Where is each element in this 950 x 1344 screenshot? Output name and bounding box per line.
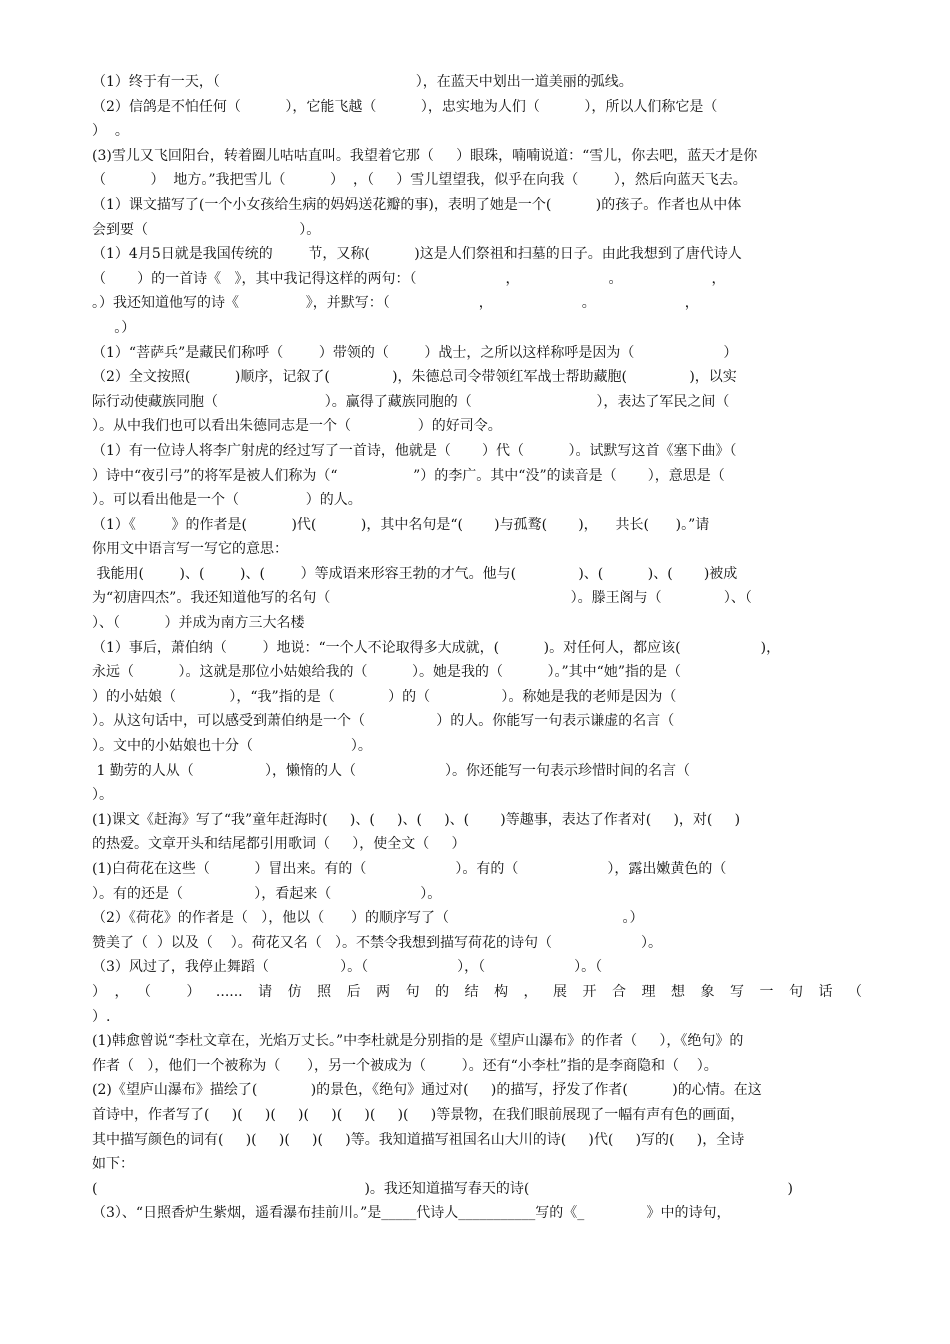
text-line: （1）有一位诗人将李广射虎的经过写了一首诗，他就是（ ）代（ ）。试默写这首《塞下曲》（ xyxy=(92,442,737,459)
text-line: （ ）的一首诗《 》，其中我记得这样的两句：（ ， 。 ， xyxy=(92,270,726,287)
text-line: ）. xyxy=(92,1008,111,1025)
text-line: ）。从这句话中，可以感受到萧伯纳是一个（ ）的人。你能写一句表示谦虚的名言（ xyxy=(92,713,675,730)
text-line: ）。 xyxy=(92,787,113,804)
text-line: ）。可以看出他是一个（ ）的人。 xyxy=(92,492,362,509)
text-line: ）、（ ）并成为南方三大名楼 xyxy=(92,615,305,632)
text-line: ）。文中的小姑娘也十分（ ）。 xyxy=(92,738,372,755)
worksheet-page xyxy=(92,70,862,1226)
text-line: （1）“菩萨兵”是藏民们称呼（ ）带领的（ ）战士，之所以这样称呼是因为（ ） xyxy=(92,344,738,361)
text-line: （3）、“日照香炉生紫烟，遥看瀑布挂前川。”是_____代诗人___________写的《_ 》中的诗句， xyxy=(92,1205,731,1222)
text-line: ）。从中我们也可以看出朱德同志是一个（ ）的好司令。 xyxy=(92,418,502,435)
text-line: (2)《望庐山瀑布》描绘了( )的景色，《绝句》通过对( )的描写，抒发了作者( )的心情。在这 xyxy=(92,1082,762,1099)
text-line: （3）风过了，我停止舞蹈（ ）。（ ），（ ）。（ xyxy=(92,959,603,976)
text-line: 为“初唐四杰”。我还知道他写的名句（ ）。滕王阁与（ ）、（ xyxy=(92,590,752,607)
text-line: 我能用( )、( )、( ）等成语来形容王勃的才气。他与( )、( )、( )被成 xyxy=(92,565,738,582)
text-line: 会到要（ ）。 xyxy=(92,221,321,238)
text-line: （1）终于有一天，（ ），在蓝天中划出一道美丽的弧线。 xyxy=(92,74,633,90)
text-line: ）的小姑娘（ ），“我”指的是（ ）的（ ）。称她是我的老师是因为（ xyxy=(92,688,677,705)
text-line: ）。有的还是（ ），看起来（ ）。 xyxy=(92,885,442,902)
text-line: (3)雪儿又飞回阳台，转着圈儿咕咕直叫。我望着它那（ ）眼珠，喃喃说道：“雪儿，你去吧，蓝天才是你 xyxy=(92,147,758,164)
text-line: （2）全文按照( )顺序，记叙了( )，朱德总司令带领红军战士帮助藏胞( )，以实 xyxy=(92,369,737,386)
text-line: 首诗中，作者写了( )( )( )( )( )( )( )等景物，在我们眼前展现了一幅有声有色的画面， xyxy=(92,1106,745,1123)
text-line: （1）课文描写了(一个小女孩给生病的妈妈送花瓣的事)，表明了她是一个( )的孩子。作者也从中体 xyxy=(92,196,742,213)
text-line: ( )。我还知道描写春天的诗( ) xyxy=(92,1180,793,1197)
text-line: (1)白荷花在这些（ ）冒出来。有的（ ）。有的（ ），露出嫩黄色的（ xyxy=(92,861,727,877)
text-line: （2）信鸽是不怕任何（ ），它能飞越（ ），忠实地为人们（ ），所以人们称它是（ xyxy=(92,98,718,115)
text-line: 如下： xyxy=(92,1156,134,1173)
text-line: (1)韩愈曾说“李杜文章在，光焰万丈长。”中李杜就是分别指的是《望庐山瀑布》的作者（ ），《绝句》的 xyxy=(92,1033,744,1050)
text-line: ） 。 xyxy=(92,123,129,140)
text-line: 其中描写颜色的词有( )( )( )( )等。我知道描写祖国名山大川的诗( )代( )写的( )，全诗 xyxy=(92,1131,745,1148)
text-line: 。） xyxy=(92,319,136,336)
text-line: ），（ ）......请仿照后两句的结构，展开合理想象写一句话（ xyxy=(92,983,862,1000)
text-line: （ ） 地方。”我把雪儿（ ） ，（ ）雪儿望望我，似乎在向我（ ），然后向蓝天飞去。 xyxy=(92,172,747,189)
text-line: 1 勤劳的人从（ ），懒惰的人（ ）。你还能写一句表示珍惜时间的名言（ xyxy=(92,762,691,779)
text-line: 赞美了（ ）以及（ ）。荷花又名（ ）。不禁令我想到描写荷花的诗句（ ）。 xyxy=(92,934,663,951)
text-line: 你用文中语言写一写它的意思： xyxy=(92,541,288,558)
text-line: 。）我还知道他写的诗《 》，并默写：（ ， 。 ， xyxy=(92,295,699,312)
text-line: (1)课文《赶海》写了“我”童年赶海时( )、( )、( )、( )等趣事，表达了作者对( )，对( ) xyxy=(92,811,741,828)
text-line: （1）4月5日就是我国传统的 节，又称( )这是人们祭祖和扫墓的日子。由此我想到了唐代诗人 xyxy=(92,246,742,263)
text-line: （2）《荷花》的作者是（ ），他以（ ）的顺序写了（ 。） xyxy=(92,910,644,927)
text-line: 作者（ ），他们一个被称为（ ），另一个被成为（ ）。还有“小李杜”指的是李商隐和（ ）。 xyxy=(92,1057,718,1074)
text-line: 的热爱。文章开头和结尾都引用歌词（ ），使全文（ ） xyxy=(92,836,466,853)
text-line: （1）事后，萧伯纳（ ）地说：“一个人不论取得多大成就，( )。对任何人，都应该( )， xyxy=(92,639,781,656)
text-line: （1）《 》的作者是( )代( )，其中名句是“( )与孤鹜( )， 共长( )。”请 xyxy=(92,516,710,533)
text-line: 际行动使藏族同胞（ ）。赢得了藏族同胞的（ ），表达了军民之间（ xyxy=(92,393,730,410)
text-line: 永远（ ）。这就是那位小姑娘给我的（ ）。她是我的（ ）。”其中“她”指的是（ xyxy=(92,664,681,681)
text-line: ）诗中“夜引弓”的将军是被人们称为（“ ”）的李广。其中“没”的读音是（ ），意思是（ xyxy=(92,467,725,484)
